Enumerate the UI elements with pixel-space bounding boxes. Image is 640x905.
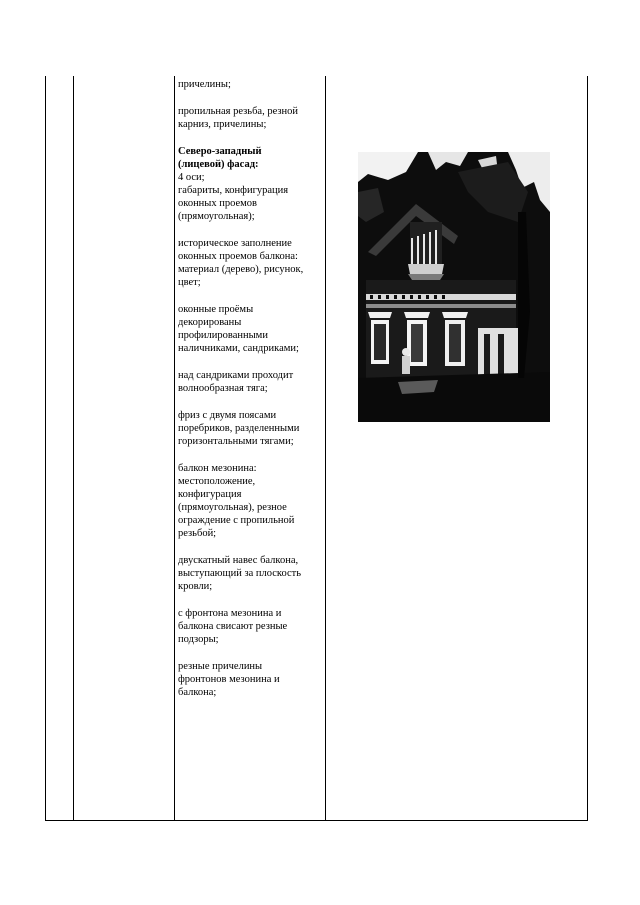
table-bottom-border <box>45 820 587 821</box>
paragraph: двускатный навес балкона, выступающий за плоскость кровли; <box>178 555 302 592</box>
facade-heading: Северо-западный (лицевой) фасад: <box>178 146 262 170</box>
column-divider-1 <box>73 76 74 821</box>
paragraph: балкон мезонина: местоположение, конфигурация (прямоугольная), резное ограждение с пропильной резьбой; <box>178 463 295 539</box>
paragraph: пропильная резьба, резной карниз, причелины; <box>178 106 299 130</box>
table-border-left <box>45 76 46 821</box>
description-cell <box>178 78 320 713</box>
paragraph: историческое заполнение оконных проемов балкона: материал (дерево), рисунок, цвет; <box>178 238 304 288</box>
paragraph: фриз с двумя поясами поребриков, разделенными горизонтальными тягами; <box>178 410 300 447</box>
paragraph: резные причелины фронтонов мезонина и балкона; <box>178 661 280 698</box>
paragraph: 4 оси; габариты, конфигурация оконных проемов (прямоугольная); <box>178 172 289 222</box>
column-divider-2 <box>174 76 175 821</box>
paragraph: причелины; <box>178 79 231 90</box>
paragraph: с фронтона мезонина и балкона свисают резные подзоры; <box>178 608 288 645</box>
column-divider-3 <box>325 76 326 821</box>
paragraph: оконные проёмы декорированы профилированными наличниками, сандриками; <box>178 304 299 354</box>
paragraph: над сандриками проходит волнообразная тяга; <box>178 370 294 394</box>
facade-photo <box>358 152 550 422</box>
table-border-right <box>587 76 588 821</box>
